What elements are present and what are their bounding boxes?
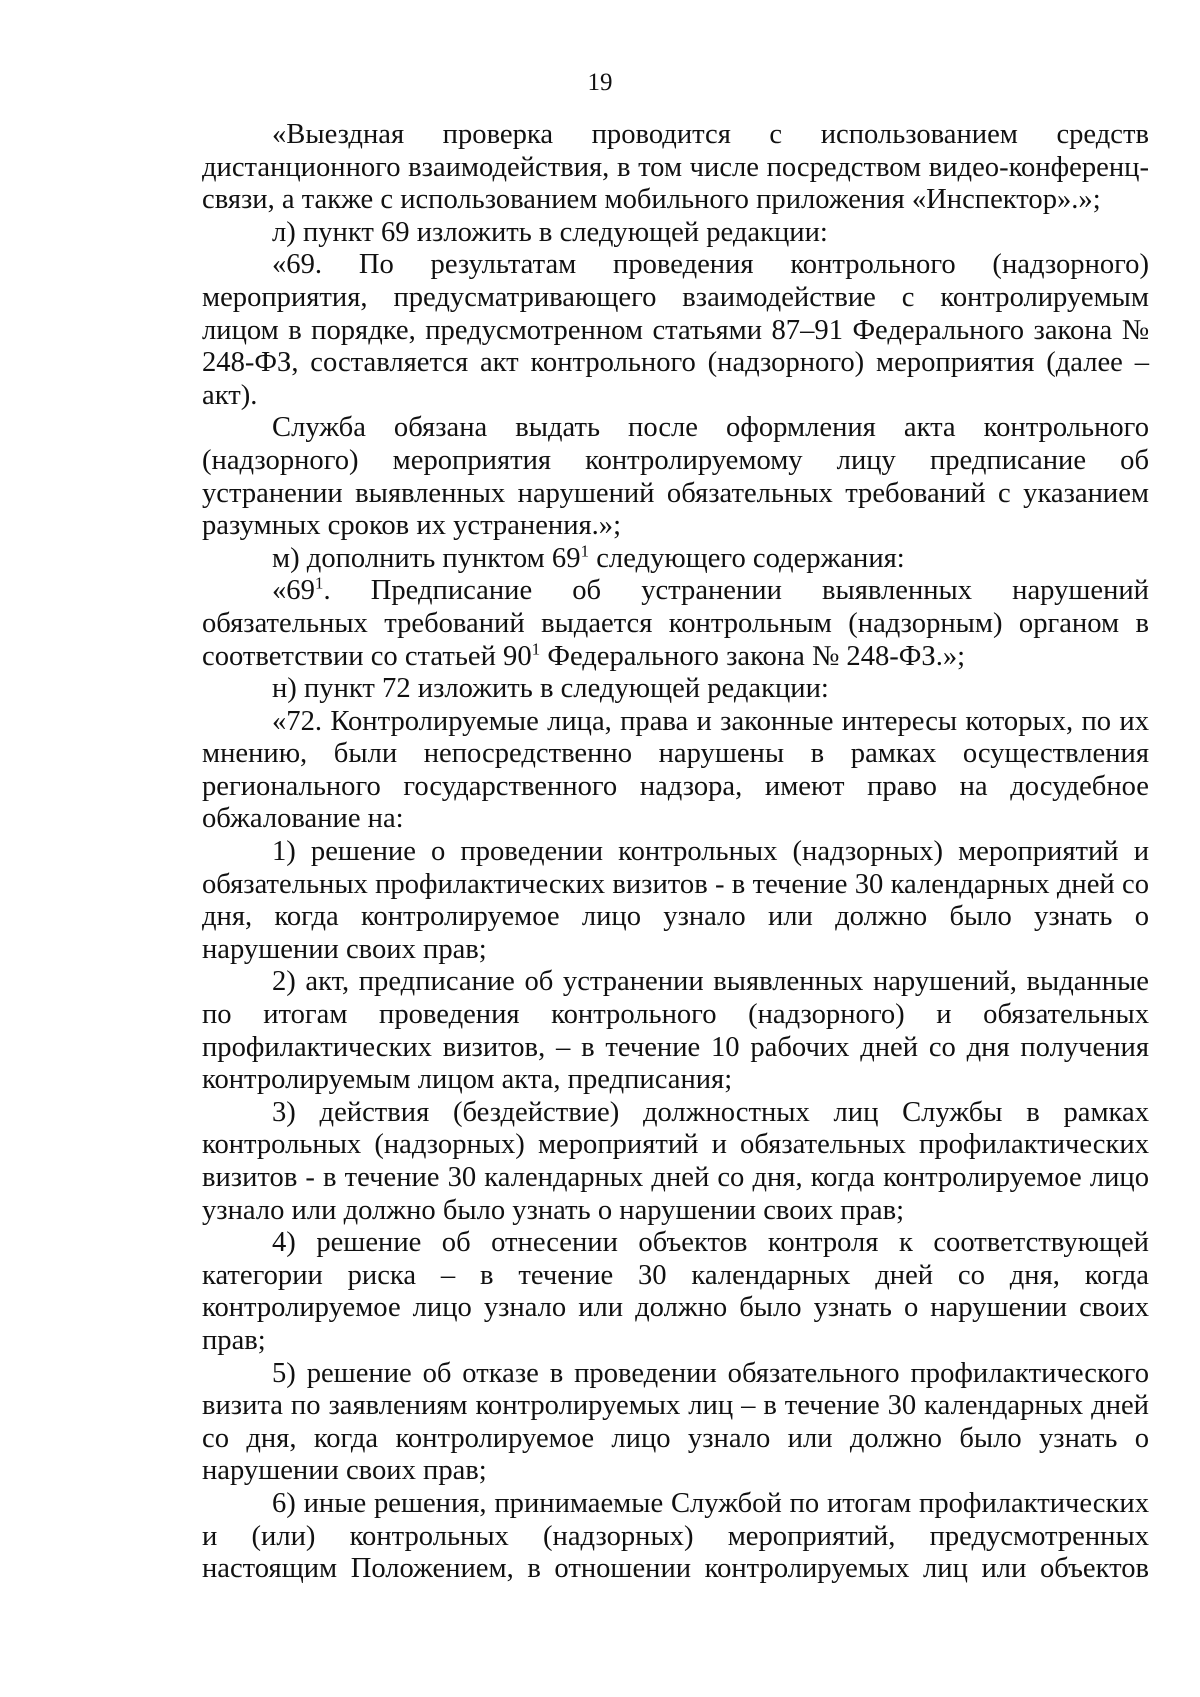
paragraph-inspection-remote: «Выездная проверка проводится с использованием средств дистанционного взаимодействия, в том числе посредством видео-конференц-связи, а также с использованием мобильного приложения «Инспектор».»; <box>202 119 1149 216</box>
paragraph-subitem-6: 6) иные решения, принимаемые Службой по итогам профилактических и (или) контрольных (надзорных) мероприятий, предусмотренных настоящим Положением, в отношении контролируемых лиц или объектов <box>202 1487 1149 1585</box>
page-number: 19 <box>587 69 613 96</box>
point-69-1-start: «69 <box>272 575 315 607</box>
point-69-1-middle: . Предписание об устранении выявленных нарушений обязательных требований выдается контрольным (надзорным) органом в соответствии со статьей 90 <box>202 575 1149 672</box>
article-90-1-superscript: 1 <box>531 638 541 658</box>
paragraph-subitem-2: 2) акт, предписание об устранении выявленных нарушений, выданные по итогам проведения контрольного (надзорного) и обязательных профилактических визитов, – в течение 10 рабочих дней со дня получения контролируемым лицом акта, предписания; <box>202 966 1149 1096</box>
point-69-1-superscript: 1 <box>314 573 324 593</box>
paragraph-subitem-4: 4) решение об отнесении объектов контроля к соответствующей категории риска – в течение 30 календарных дней со дня, когда контролируемое лицо узнало или должно было узнать о нарушении своих прав; <box>202 1227 1149 1356</box>
paragraph-item-m <box>202 543 1149 576</box>
item-m-superscript: 1 <box>580 541 590 561</box>
paragraph-subitem-5: 5) решение об отказе в проведении обязательного профилактического визита по заявлениям контролируемых лиц – в течение 30 календарных дней со дня, когда контролируемое лицо узнало или должно было узнать о нарушении своих прав; <box>202 1357 1149 1487</box>
paragraph-subitem-3: 3) действия (бездействие) должностных лиц Службы в рамках контрольных (надзорных) мероприятий и обязательных профилактических визитов - в течение 30 календарных дней со дня, когда контролируемое лицо узнало или должно было узнать о нарушении своих прав; <box>202 1096 1149 1226</box>
point-69-1-end: Федерального закона № 248-ФЗ.»; <box>540 640 966 672</box>
paragraph-point-69: «69. По результатам проведения контрольного (надзорного) мероприятия, предусматривающего взаимодействие с контролируемым лицом в порядке, предусмотренном статьями 87–91 Федерального закона № 248-ФЗ, составляется акт контрольного (надзорного) мероприятия (далее – акт). <box>202 249 1149 411</box>
paragraph-item-l: л) пункт 69 изложить в следующей редакции: <box>272 216 828 248</box>
document-body <box>202 119 1149 1586</box>
paragraph-subitem-1: 1) решение о проведении контрольных (надзорных) мероприятий и обязательных профилактических визитов - в течение 30 календарных дней со дня, когда контролируемое лицо узнало или должно было узнать о нарушении своих прав; <box>202 836 1149 965</box>
item-m-text-end: следующего содержания: <box>589 542 905 574</box>
paragraph-service-obliged: Служба обязана выдать после оформления акта контрольного (надзорного) мероприятия контролируемому лицу предписание об устранении выявленных нарушений обязательных требований с указанием разумных сроков их устранения.»; <box>202 412 1149 542</box>
paragraph-point-69-1 <box>202 575 1149 673</box>
item-m-text: м) дополнить пунктом 69 <box>272 542 581 574</box>
paragraph-item-n: н) пункт 72 изложить в следующей редакции: <box>272 673 829 705</box>
paragraph-point-72: «72. Контролируемые лица, права и законные интересы которых, по их мнению, были непосредственно нарушены в рамках осуществления регионального государственного надзора, имеют право на досудебное обжалование на: <box>202 705 1149 835</box>
